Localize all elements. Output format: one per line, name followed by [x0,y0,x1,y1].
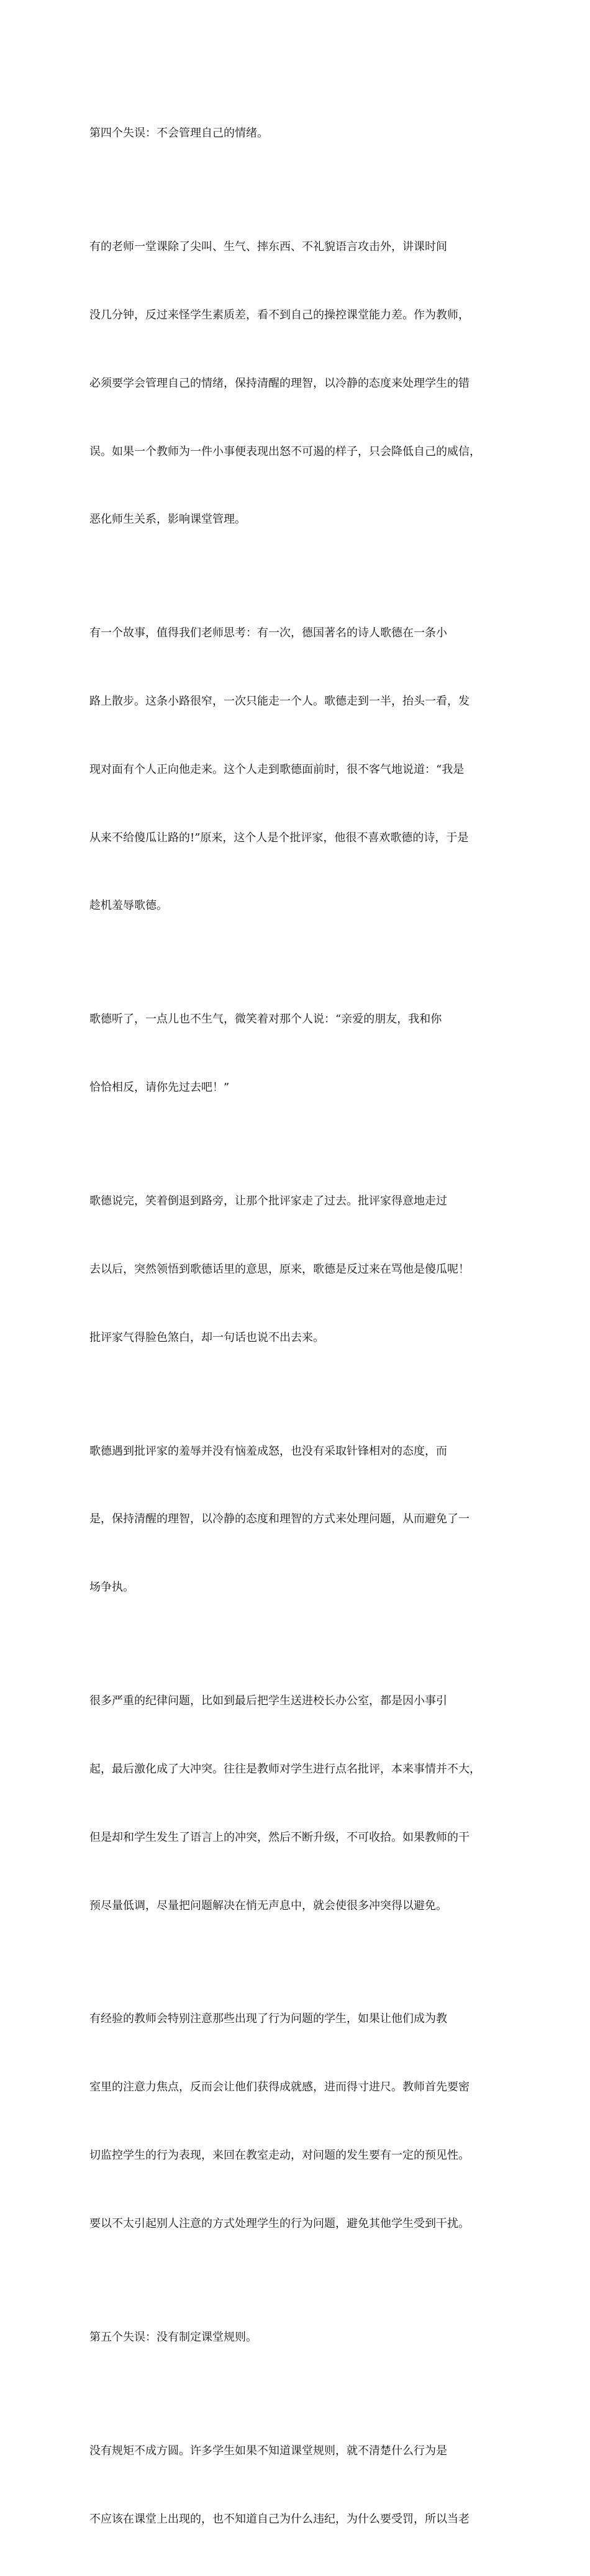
text-line: 趁机羞辱歌德。 [89,899,168,913]
text-line: 歌德听了，一点儿也不生气，微笑着对那个人说：“亲爱的朋友，我和你 [89,1013,442,1026]
paragraph-discipline-conflict [89,1645,502,1963]
text-line: 恰恰相反，请你先过去吧！” [89,1081,230,1095]
text-line: 必须要学会管理自己的情绪，保持清醒的理智，以冷静的态度来处理学生的错 [89,376,470,390]
heading-mistake-five [89,2281,502,2395]
paragraph-emotion-management [89,191,502,577]
paragraph-goethe-story [89,577,502,963]
text-line: 场争执。 [89,1581,134,1594]
text-line: 没几分钟，反过来怪学生素质差，看不到自己的操控课堂能力差。作为教师， [89,308,470,322]
text-line: 起，最后激化成了大冲突。往往是教师对学生进行点名批评，本来事情并不大， [89,1762,481,1776]
text-line: 有一个故事，值得我们老师思考：有一次，德国著名的诗人歌德在一条小 [89,626,447,640]
text-line: 切监控学生的行为表现，来回在教室走动，对问题的发生要有一定的预见性。 [89,2149,470,2162]
text-line: 第五个失误：没有制定课堂规则。 [89,2330,257,2344]
document-body [89,77,502,2576]
paragraph-critic-realizes [89,1145,502,1395]
paragraph-goethe-lesson [89,1394,502,1645]
text-line: 歌德遇到批评家的羞辱并没有恼羞成怒，也没有采取针锋相对的态度，而 [89,1444,447,1458]
text-line: 是，保持清醒的理智，以冷静的态度和理智的方式来处理问题，从而避免了一 [89,1512,470,1526]
paragraph-goethe-reply [89,963,502,1145]
text-line: 现对面有个人正向他走来。这个人走到歌德面前时，很不客气地说道：“我是 [89,762,465,776]
text-line: 不应该在课堂上出现的，也不知道自己为什么违纪，为什么要受罚，所以当老 [89,2512,470,2526]
heading-mistake-four [89,77,502,191]
text-line: 第四个失误：不会管理自己的情绪。 [89,127,268,140]
text-line: 预尽量低调，尽量把问题解决在悄无声息中，就会使很多冲突得以避免。 [89,1899,447,1912]
text-line: 歌德说完，笑着倒退到路旁，让那个批评家走了过去。批评家得意地走过 [89,1195,447,1208]
text-line: 室里的注意力焦点，反而会让他们获得成就感，进而得寸进尺。教师首先要密 [89,2081,470,2094]
text-line: 很多严重的纪律问题，比如到最后把学生送进校长办公室，都是因小事引 [89,1694,447,1708]
text-line: 误。如果一个教师为一件小事便表现出怒不可遏的样子，只会降低自己的威信， [89,445,481,458]
text-line: 批评家气得脸色煞白，却一句话也说不出去来。 [89,1331,324,1344]
text-line: 没有规矩不成方圆。许多学生如果不知道课堂规则，就不清楚什么行为是 [89,2444,447,2457]
paragraph-experienced-teacher [89,1963,502,2280]
text-line: 路上散步。这条小路很窄，一次只能走一个人。歌德走到一半，抬头一看，发 [89,695,470,708]
text-line: 有的老师一堂课除了尖叫、生气、摔东西、不礼貌语言攻击外，讲课时间 [89,240,447,254]
text-line: 从来不给傻瓜让路的!”原来，这个人是个批评家，他很不喜欢歌德的诗，于是 [89,831,469,844]
text-line: 去以后，突然领悟到歌德话里的意思，原来，歌德是反过来在骂他是傻瓜呢！ [89,1262,470,1276]
text-line: 有经验的教师会特别注意那些出现了行为问题的学生，如果让他们成为教 [89,2012,447,2026]
paragraph-classroom-rules [89,2395,502,2576]
text-line: 要以不太引起别人注意的方式处理学生的行为问题，避免其他学生受到干扰。 [89,2217,470,2230]
text-line: 但是却和学生发生了语言上的冲突，然后不断升级，不可收拾。如果教师的干 [89,1830,470,1844]
text-line: 恶化师生关系，影响课堂管理。 [89,513,246,526]
